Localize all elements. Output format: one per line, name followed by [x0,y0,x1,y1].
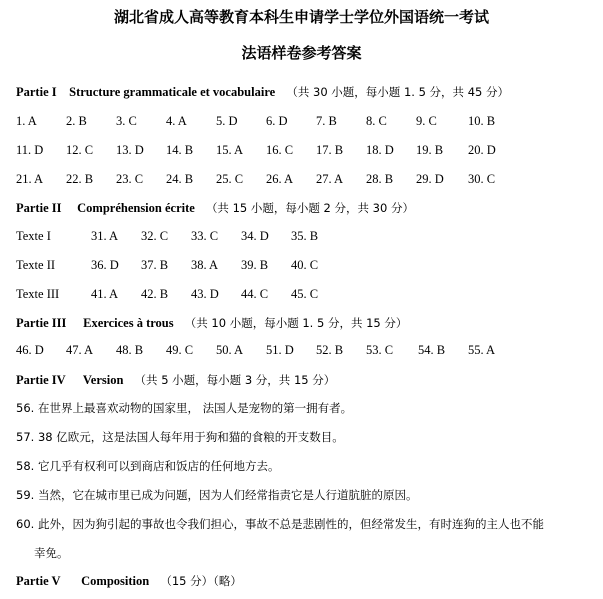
translation-sentence: 57. 38 亿欧元，这是法国人每年用于狗和猫的食粮的开支数目。 [16,430,344,444]
answer-item: 44. C [241,287,269,301]
part5-name: Composition [81,574,150,588]
answer-item: 36. D [91,258,119,272]
part1-label: Partie I [16,85,57,99]
part4-label: Partie IV [16,373,66,387]
answer-item: 30. C [468,172,496,186]
answer-item: 49. C [166,343,194,357]
answer-item: 32. C [141,229,169,243]
answer-item: 24. B [166,172,194,186]
answer-item: 46. D [16,343,44,357]
answer-item: 22. B [66,172,94,186]
page-subtitle: 法语样卷参考答案 [241,44,362,62]
part3-name: Exercices à trous [83,316,174,330]
part4-header [16,372,335,388]
sentence-continuation: 幸免。 [34,546,69,560]
answer-item: 53. C [366,343,394,357]
answer-item: 18. D [366,143,394,157]
answer-item: 43. D [191,287,219,301]
answer-item: 17. B [316,143,344,157]
part1-header [16,84,509,100]
answer-item: 1. A [16,114,37,128]
part1-note: （共 30 小题，每小题 1. 5 分，共 45 分） [286,85,509,99]
answer-item: 39. B [241,258,269,272]
translation-sentence: 58. 它几乎有权利可以到商店和饭店的任何地方去。 [16,459,280,473]
answer-item: 31. A [91,229,119,243]
answer-item: 50. A [216,343,244,357]
answer-item: 5. D [216,114,238,128]
answer-item: 20. D [468,143,496,157]
text-label: Texte III [16,287,60,301]
answer-item: 4. A [166,114,187,128]
page-title: 湖北省成人高等教育本科生申请学士学位外国语统一考试 [113,8,489,26]
part4-name: Version [82,373,124,387]
answer-item: 28. B [366,172,394,186]
answer-item: 35. B [291,229,319,243]
answer-item: 14. B [166,143,194,157]
answer-item: 34. D [241,229,269,243]
answer-item: 29. D [416,172,444,186]
part1-name: Structure grammaticale et vocabulaire [69,85,276,99]
answer-item: 38. A [191,258,219,272]
text-label: Texte I [16,229,51,243]
part2-label: Partie II [16,201,62,215]
answer-item: 7. B [316,114,337,128]
answer-item: 23. C [116,172,144,186]
part3-header [16,315,407,331]
part5-header [16,573,242,589]
answer-item: 9. C [416,114,437,128]
part3-note: （共 10 小题，每小题 1. 5 分，共 15 分） [184,316,408,330]
answer-item: 12. C [66,143,94,157]
answer-item: 51. D [266,343,294,357]
answer-item: 27. A [316,172,344,186]
translation-sentence: 56. 在世界上最喜欢动物的国家里， 法国人是宠物的第一拥有者。 [16,401,353,415]
answer-item: 47. A [66,343,94,357]
part5-label: Partie V [16,574,61,588]
answer-item: 21. A [16,172,44,186]
part5-note: （15 分）（略） [160,574,242,588]
part4-note: （共 5 小题，每小题 3 分，共 15 分） [134,373,336,387]
answer-item: 26. A [266,172,294,186]
answer-item: 3. C [116,114,137,128]
answer-item: 6. D [266,114,288,128]
part3-label: Partie III [16,316,67,330]
answer-item: 33. C [191,229,219,243]
answer-item: 10. B [468,114,496,128]
answer-item: 42. B [141,287,169,301]
answer-item: 54. B [418,343,446,357]
answer-item: 40. C [291,258,319,272]
answer-item: 16. C [266,143,294,157]
answer-item: 13. D [116,143,144,157]
answer-item: 25. C [216,172,244,186]
translation-sentence: 60. 此外，因为狗引起的事故也令我们担心，事故不总是悲剧性的，但经常发生，有时连狗的主人也不能 [16,517,544,531]
answer-item: 15. A [216,143,244,157]
answer-item: 48. B [116,343,144,357]
answer-item: 55. A [468,343,496,357]
translation-sentence: 59. 当然，它在城市里已成为问题，因为人们经常指责它是人行道肮脏的原因。 [16,488,418,502]
answer-item: 8. C [366,114,387,128]
answer-item: 52. B [316,343,344,357]
answer-item: 37. B [141,258,169,272]
answer-item: 41. A [91,287,119,301]
part2-name: Compréhension écrite [77,201,195,215]
answer-item: 19. B [416,143,444,157]
answer-item: 2. B [66,114,87,128]
answer-item: 11. D [16,143,44,157]
text-label: Texte II [16,258,56,272]
part2-header [16,200,414,216]
answer-item: 45. C [291,287,319,301]
part2-note: （共 15 小题，每小题 2 分，共 30 分） [205,201,414,215]
